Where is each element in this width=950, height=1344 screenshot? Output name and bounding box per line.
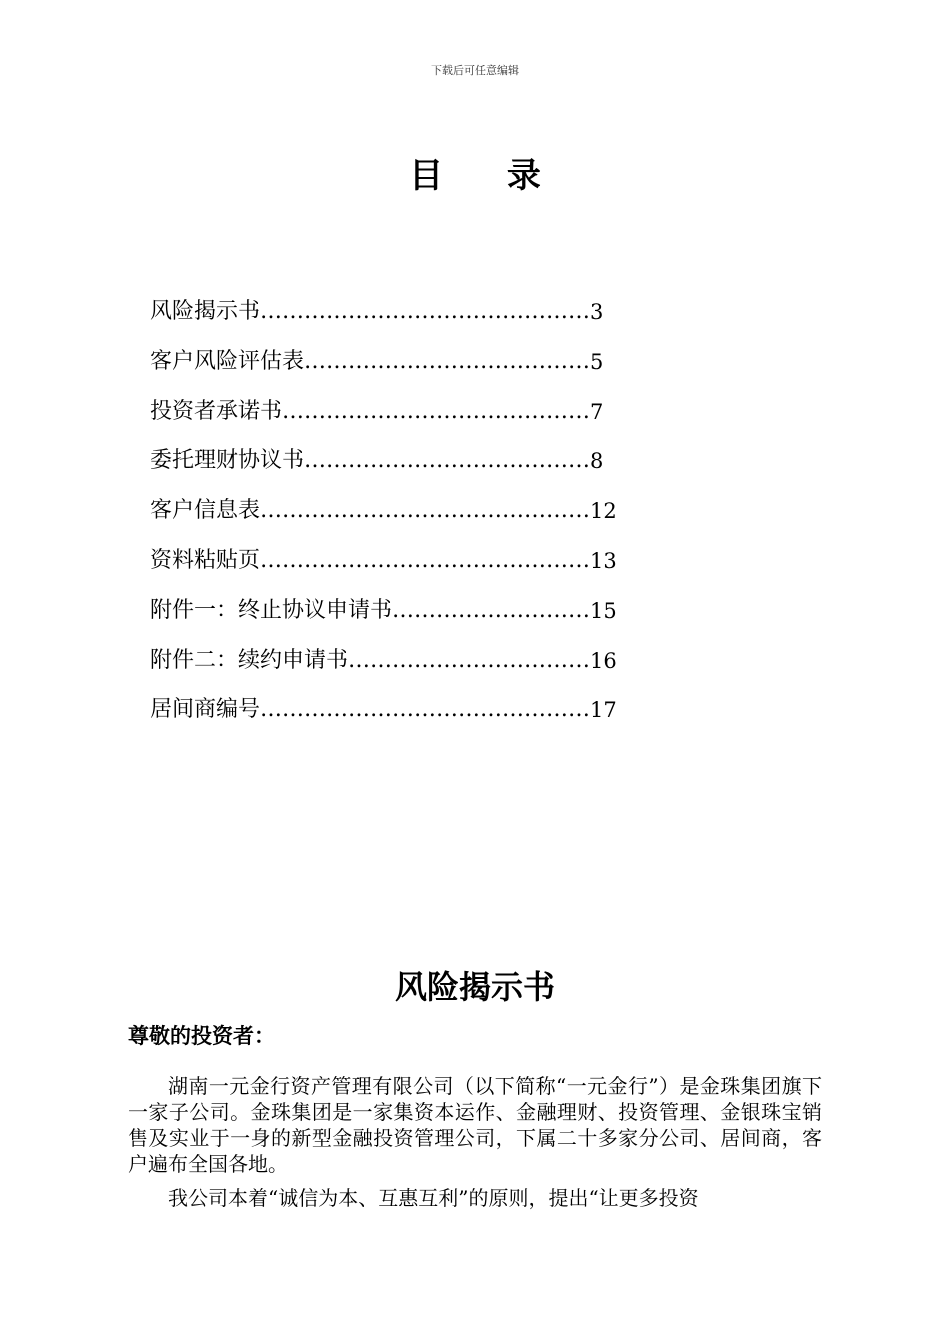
toc-item[interactable] (150, 392, 710, 442)
toc-item-leader: ………………………………… (304, 348, 591, 374)
header-note: 下载后可任意编辑 (431, 64, 519, 77)
body-paragraph: 湖南一元金行资产管理有限公司（以下简称“一元金行”）是金珠集团旗下一家子公司。金珠集团是一家集资本运作、金融理财、投资管理、金银珠宝销售及实业于一身的新型金融投资管理公司，下属二十多家分公司、居间商，客户遍布全国各地。 (128, 1074, 822, 1176)
toc-item[interactable] (150, 292, 710, 342)
toc-item[interactable] (150, 541, 710, 591)
toc-item[interactable] (150, 342, 710, 392)
toc-item-page: 17 (590, 698, 617, 723)
toc-item-label: 附件二：续约申请书 (150, 647, 349, 673)
toc-item-leader: ……………………………………… (260, 697, 591, 723)
body-paragraph: 我公司本着“诚信为本、互惠互利”的原则，提出“让更多投资 (168, 1186, 699, 1210)
toc-item-page: 3 (590, 300, 604, 324)
toc-item[interactable] (150, 690, 710, 740)
toc-item-label: 资料粘贴页 (150, 547, 261, 573)
toc-item[interactable] (150, 441, 710, 491)
toc-item-leader: ……………………… (392, 597, 591, 623)
toc-item[interactable] (150, 491, 710, 541)
toc-item-leader: …………………………………… (282, 398, 591, 424)
toc-title: 目 录 (409, 156, 567, 196)
toc-item-label: 风险揭示书 (150, 299, 261, 324)
toc-item[interactable] (150, 591, 710, 641)
toc-item-label: 居间商编号 (150, 697, 261, 723)
toc-item[interactable] (150, 641, 710, 691)
toc-item-page: 8 (590, 449, 604, 474)
toc-item-page: 5 (590, 349, 604, 374)
toc-item-page: 12 (590, 499, 617, 524)
toc-item-page: 7 (590, 399, 604, 424)
toc-item-label: 客户风险评估表 (150, 348, 305, 374)
toc-item-page: 16 (590, 648, 617, 673)
section-title: 风险揭示书 (394, 968, 555, 1006)
table-of-contents (150, 292, 710, 740)
toc-item-label: 附件一：终止协议申请书 (150, 597, 393, 623)
toc-item-leader: ……………………………………… (260, 547, 591, 573)
toc-item-leader: ………………………………… (304, 448, 591, 474)
toc-item-leader: …………………………… (348, 647, 591, 673)
toc-item-page: 13 (590, 548, 617, 573)
toc-item-page: 15 (590, 598, 617, 623)
salutation: 尊敬的投资者： (128, 1024, 275, 1048)
toc-item-label: 委托理财协议书 (150, 448, 305, 474)
toc-item-label: 客户信息表 (150, 498, 261, 524)
toc-item-leader: ……………………………………… (260, 498, 591, 524)
toc-item-leader: ……………………………………… (260, 299, 591, 324)
toc-item-label: 投资者承诺书 (150, 398, 283, 424)
